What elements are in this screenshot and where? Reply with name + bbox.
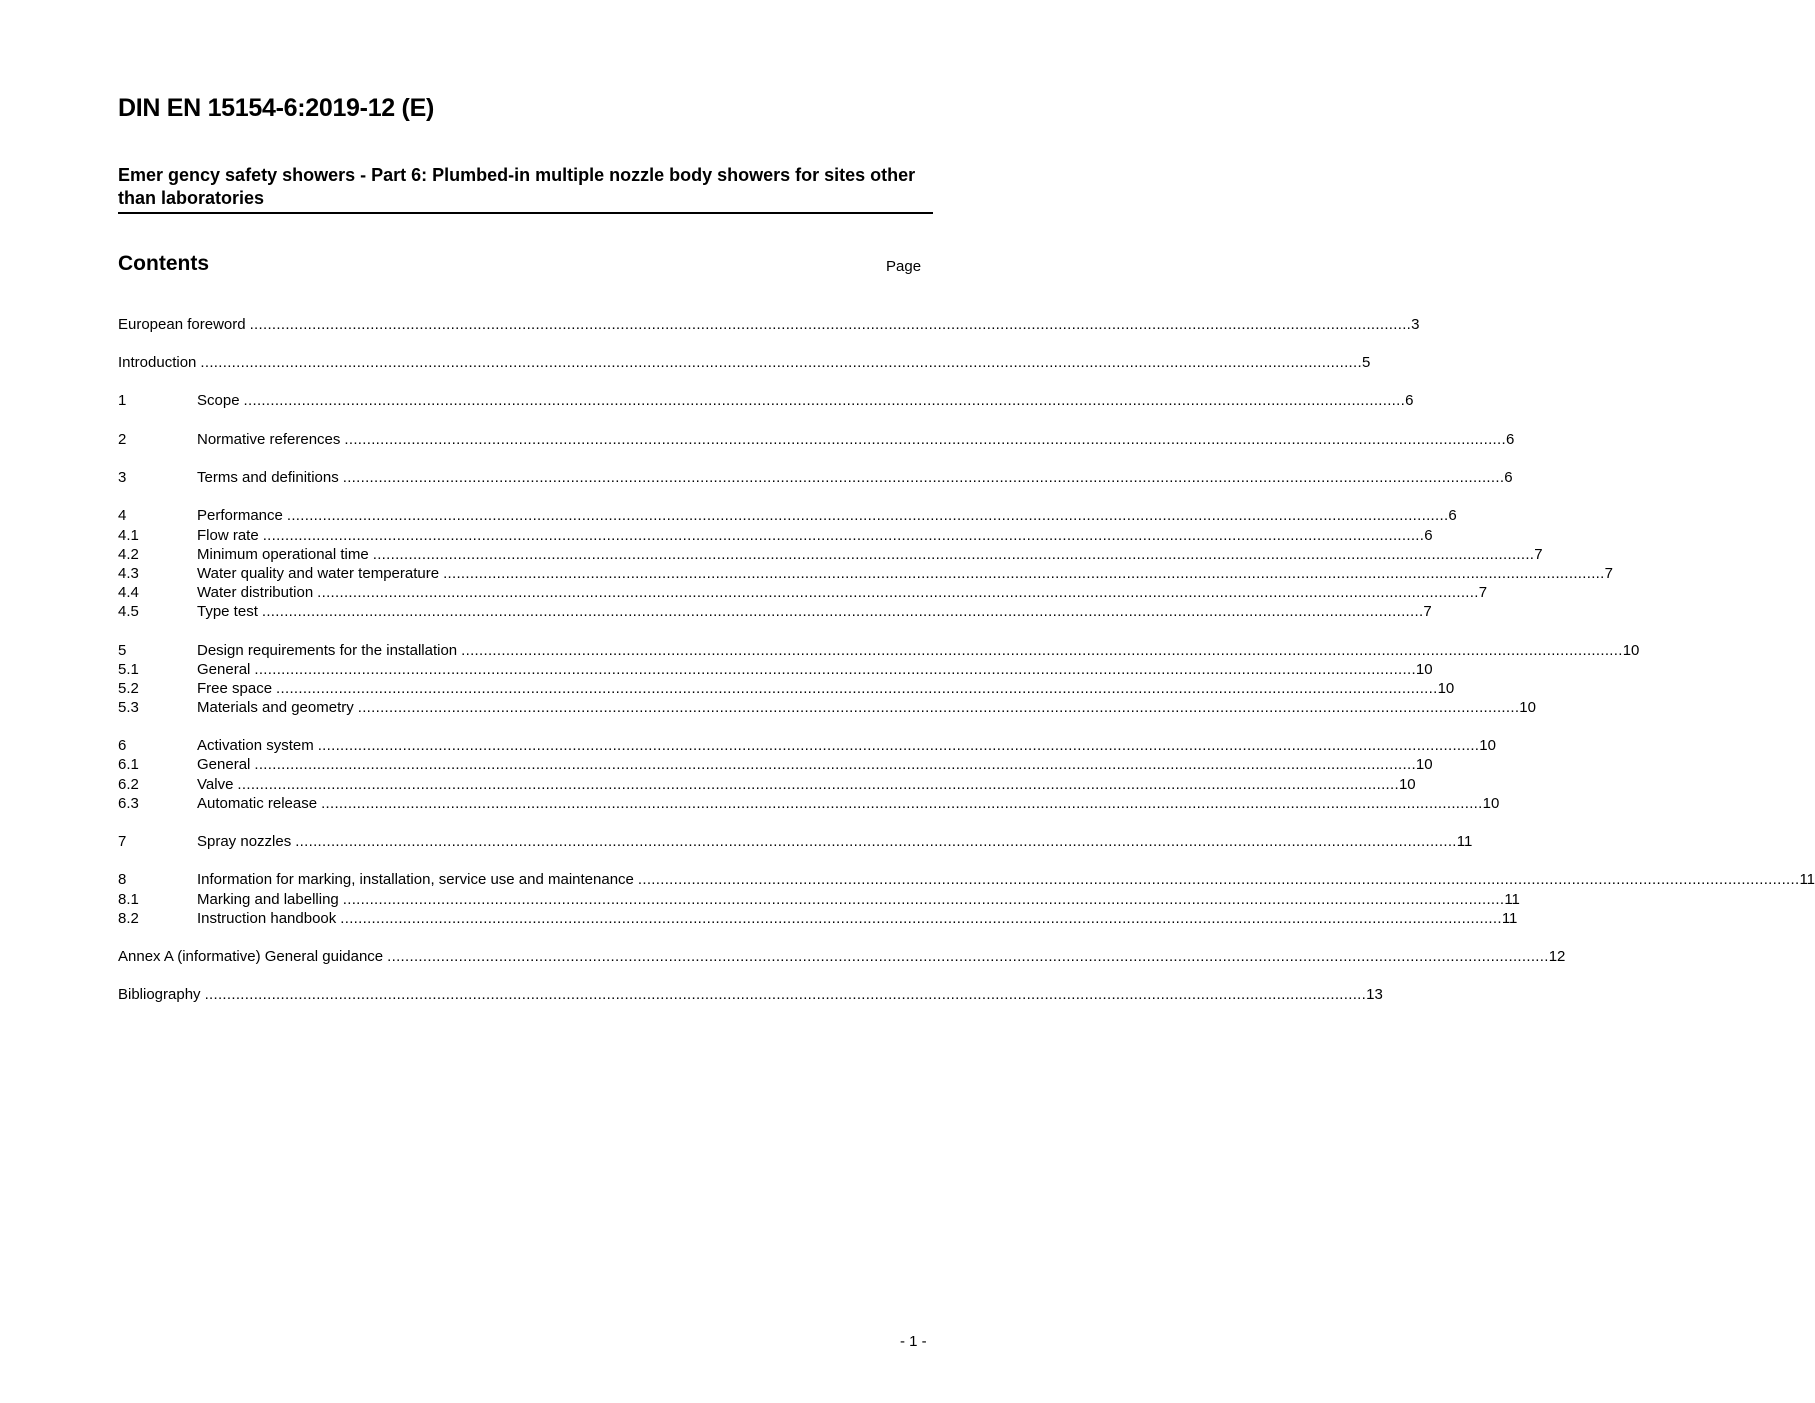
toc-entry[interactable] [118, 985, 1383, 1005]
toc-entry[interactable] [118, 315, 1420, 335]
toc-entry[interactable] [118, 526, 1433, 546]
toc-entry[interactable] [118, 468, 1513, 488]
toc-entry-number: 8.1 [118, 891, 139, 908]
toc-leader-dots: .................................................................................................................................................................................................................................................................... [357, 699, 1520, 716]
toc-leader-dots: .................................................................................................................................................................................................................................................................... [461, 642, 1623, 659]
toc-leader-dots: .................................................................................................................................................................................................................................................................... [243, 392, 1406, 409]
toc-entry-title: Water distribution [197, 584, 314, 601]
toc-entry-page: 11 [1501, 910, 1518, 927]
toc-leader-dots: .................................................................................................................................................................................................................................................................... [254, 756, 1416, 773]
toc-entry-page: 11 [1799, 871, 1815, 888]
toc-entry-title: Automatic release [197, 795, 318, 812]
toc-entry-title: Spray nozzles [197, 833, 292, 850]
toc-entry[interactable] [118, 583, 1488, 603]
toc-entry-number: 6 [118, 737, 127, 754]
toc-entry[interactable] [118, 794, 1500, 814]
toc-entry-page: 10 [1415, 756, 1433, 773]
toc-entry-page: 10 [1479, 737, 1496, 754]
toc-entry-page: 3 [1411, 316, 1420, 333]
toc-entry-title: Design requirements for the installation [197, 642, 458, 659]
toc-entry-page: 5 [1361, 354, 1371, 371]
toc-entry[interactable] [118, 755, 1433, 775]
toc-entry-title: European foreword [118, 316, 246, 333]
page-column-heading: Page [886, 258, 922, 275]
toc-entry-page: 11 [1504, 891, 1520, 908]
toc-entry[interactable] [118, 736, 1496, 756]
toc-entry[interactable] [118, 353, 1371, 373]
toc-entry-number: 8.2 [118, 910, 139, 927]
toc-entry-number: 2 [118, 431, 127, 448]
toc-entry-title: Minimum operational time [197, 546, 369, 563]
toc-entry-title: Valve [197, 776, 234, 793]
toc-leader-dots: .................................................................................................................................................................................................................................................................... [237, 776, 1399, 793]
toc-entry-title: Materials and geometry [197, 699, 354, 716]
toc-entry-number: 6.2 [118, 776, 139, 793]
toc-entry-number: 5.2 [118, 680, 139, 697]
toc-entry-page: 13 [1366, 986, 1383, 1003]
toc-entry-number: 5.1 [118, 661, 139, 678]
toc-entry-title: Type test [197, 603, 258, 620]
toc-entry[interactable] [118, 564, 1613, 584]
toc-entry[interactable] [118, 832, 1473, 852]
toc-entry-page: 12 [1548, 948, 1566, 965]
toc-entry-title: Normative references [197, 431, 341, 448]
toc-leader-dots: .................................................................................................................................................................................................................................................................... [295, 833, 1457, 850]
toc-entry-page: 10 [1622, 642, 1640, 659]
toc-entry-number: 4.4 [118, 584, 139, 601]
toc-leader-dots: .................................................................................................................................................................................................................................................................... [286, 507, 1449, 524]
toc-entry[interactable] [118, 679, 1455, 699]
toc-entry-number: 4 [118, 507, 127, 524]
toc-leader-dots: .................................................................................................................................................................................................................................................................... [344, 431, 1506, 448]
toc-entry-number: 6.1 [118, 756, 139, 773]
toc-leader-dots: .................................................................................................................................................................................................................................................................... [254, 661, 1416, 678]
toc-entry-page: 10 [1398, 776, 1416, 793]
toc-entry[interactable] [118, 660, 1433, 680]
toc-entry-number: 6.3 [118, 795, 139, 812]
toc-entry-page: 6 [1505, 431, 1515, 448]
toc-entry-title: Performance [197, 507, 283, 524]
toc-leader-dots: .................................................................................................................................................................................................................................................................... [342, 469, 1505, 486]
toc-entry-title: Activation system [197, 737, 314, 754]
toc-entry-page: 6 [1405, 392, 1414, 409]
toc-entry-number: 7 [118, 833, 127, 850]
contents-heading: Contents [118, 252, 209, 275]
toc-entry-page: 7 [1604, 565, 1613, 582]
toc-entry-number: 8 [118, 871, 127, 888]
toc-entry-title: Bibliography [118, 986, 201, 1003]
toc-leader-dots: .................................................................................................................................................................................................................................................................... [342, 891, 1505, 908]
toc-entry-page: 10 [1437, 680, 1455, 697]
toc-entry-title: Scope [197, 392, 240, 409]
toc-entry[interactable] [118, 698, 1536, 718]
toc-entry-page: 6 [1424, 527, 1433, 544]
toc-leader-dots: .................................................................................................................................................................................................................................................................... [443, 565, 1605, 582]
toc-entry-page: 6 [1448, 507, 1457, 524]
toc-entry-title: Free space [197, 680, 273, 697]
document-id: DIN EN 15154-6:2019-12 (E) [118, 94, 434, 122]
toc-leader-dots: .................................................................................................................................................................................................................................................................... [200, 354, 1362, 371]
toc-leader-dots: .................................................................................................................................................................................................................................................................... [387, 948, 1549, 965]
toc-leader-dots: .................................................................................................................................................................................................................................................................... [261, 603, 1424, 620]
toc-entry-number: 5.3 [118, 699, 139, 716]
toc-entry-title: Information for marking, installation, service use and maintenance [197, 871, 634, 888]
toc-entry[interactable] [118, 890, 1520, 910]
toc-leader-dots: .................................................................................................................................................................................................................................................................... [637, 871, 1800, 888]
toc-leader-dots: .................................................................................................................................................................................................................................................................... [340, 910, 1502, 927]
toc-entry-page: 10 [1519, 699, 1536, 716]
toc-entry-page: 11 [1456, 833, 1473, 850]
toc-entry-number: 1 [118, 392, 127, 409]
toc-entry-title: Instruction handbook [197, 910, 337, 927]
toc-leader-dots: .................................................................................................................................................................................................................................................................... [262, 527, 1425, 544]
toc-leader-dots: .................................................................................................................................................................................................................................................................... [317, 737, 1480, 754]
toc-leader-dots: .................................................................................................................................................................................................................................................................... [321, 795, 1483, 812]
toc-entry[interactable] [118, 391, 1414, 411]
toc-leader-dots: .................................................................................................................................................................................................................................................................... [317, 584, 1479, 601]
toc-entry[interactable] [118, 506, 1457, 526]
toc-entry-title: Annex A (informative) General guidance [118, 948, 384, 965]
toc-entry-title: Flow rate [197, 527, 259, 544]
toc-entry[interactable] [118, 909, 1518, 929]
toc-entry-title: Introduction [118, 354, 197, 371]
toc-entry-title: General [197, 661, 251, 678]
toc-entry-title: Water quality and water temperature [197, 565, 440, 582]
toc-entry[interactable] [118, 430, 1515, 450]
toc-entry-number: 4.1 [118, 527, 139, 544]
toc-entry[interactable] [118, 641, 1640, 661]
toc-entry-number: 3 [118, 469, 127, 486]
toc-entry[interactable] [118, 602, 1432, 622]
toc-leader-dots: .................................................................................................................................................................................................................................................................... [204, 986, 1367, 1003]
toc-leader-dots: .................................................................................................................................................................................................................................................................... [372, 546, 1535, 563]
toc-entry-page: 7 [1534, 546, 1543, 563]
toc-entry-page: 7 [1423, 603, 1432, 620]
toc-entry[interactable] [118, 545, 1543, 565]
toc-entry-number: 5 [118, 642, 127, 659]
toc-entry[interactable] [118, 775, 1416, 795]
toc-entry-title: General [197, 756, 251, 773]
document-title: Emer gency safety showers - Part 6: Plumbed-in multiple nozzle body showers for sites other than laboratories [118, 164, 933, 214]
toc-entry[interactable] [118, 947, 1566, 967]
toc-entry-number: 4.2 [118, 546, 139, 563]
toc-entry-title: Terms and definitions [197, 469, 339, 486]
toc-entry-number: 4.5 [118, 603, 139, 620]
toc-entry-page: 7 [1478, 584, 1488, 601]
toc-entry-page: 10 [1415, 661, 1433, 678]
toc-entry-page: 6 [1504, 469, 1513, 486]
page-number: - 1 - [900, 1333, 927, 1350]
toc-leader-dots: .................................................................................................................................................................................................................................................................... [276, 680, 1438, 697]
toc-entry-page: 10 [1482, 795, 1500, 812]
toc-leader-dots: .................................................................................................................................................................................................................................................................... [249, 316, 1412, 333]
toc-entry-title: Marking and labelling [197, 891, 339, 908]
toc-entry[interactable] [118, 870, 1815, 890]
toc-entry-number: 4.3 [118, 565, 139, 582]
